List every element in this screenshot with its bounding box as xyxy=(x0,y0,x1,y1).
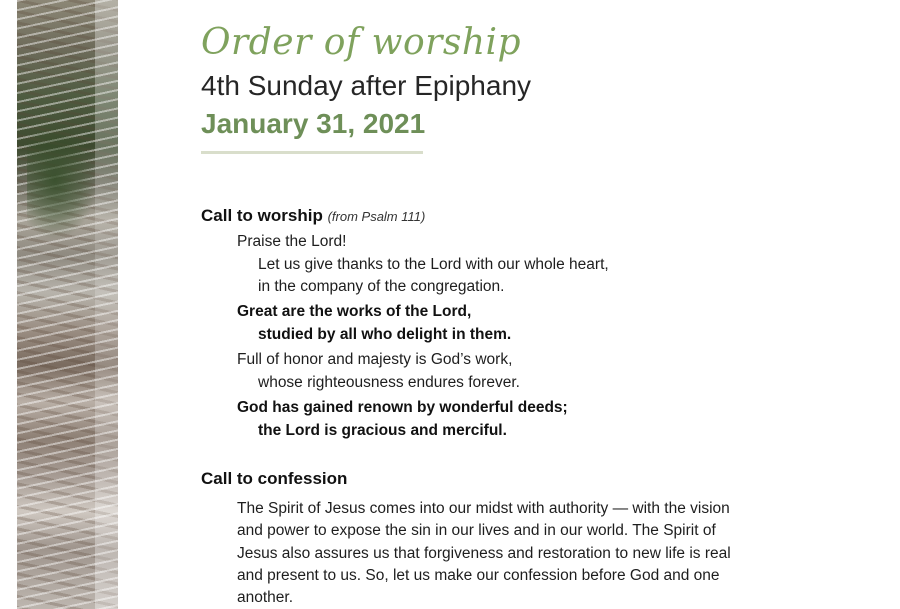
page-title: Order of worship xyxy=(201,22,522,63)
worship-line-leader: Praise the Lord! xyxy=(237,233,347,250)
worship-line-people: studied by all who delight in them. xyxy=(258,326,512,343)
call-to-confession-text: The Spirit of Jesus comes into our midst with authority — with the vision and power to expose the sin in our lives and in our world. The Spirit of Jesus also assures us that forgiveness and restoration to new life is real and present to us. So, let us make our confession before God and one another. xyxy=(237,500,731,607)
call-to-worship-source: (from Psalm 111) xyxy=(327,209,426,224)
worship-line-leader: Let us give thanks to the Lord with our whole heart, xyxy=(258,256,609,273)
worship-line-leader: in the company of the congregation. xyxy=(258,278,505,295)
worship-line-people: Great are the works of the Lord, xyxy=(237,303,472,320)
liturgical-day: 4th Sunday after Epiphany xyxy=(201,70,532,101)
call-to-worship-heading xyxy=(201,206,425,226)
side-image-foliage xyxy=(27,120,97,240)
call-to-worship-title: Call to worship xyxy=(201,206,323,225)
worship-line-people: God has gained renown by wonderful deeds; xyxy=(237,399,568,416)
header-divider xyxy=(201,151,423,154)
worship-line-leader: whose righteousness endures forever. xyxy=(258,374,520,391)
side-image-edge xyxy=(95,0,118,609)
call-to-confession-heading: Call to confession xyxy=(201,469,348,488)
service-date: January 31, 2021 xyxy=(201,108,426,139)
decorative-side-image xyxy=(17,0,118,609)
worship-line-leader: Full of honor and majesty is God’s work, xyxy=(237,351,513,368)
worship-line-people: the Lord is gracious and merciful. xyxy=(258,422,507,439)
